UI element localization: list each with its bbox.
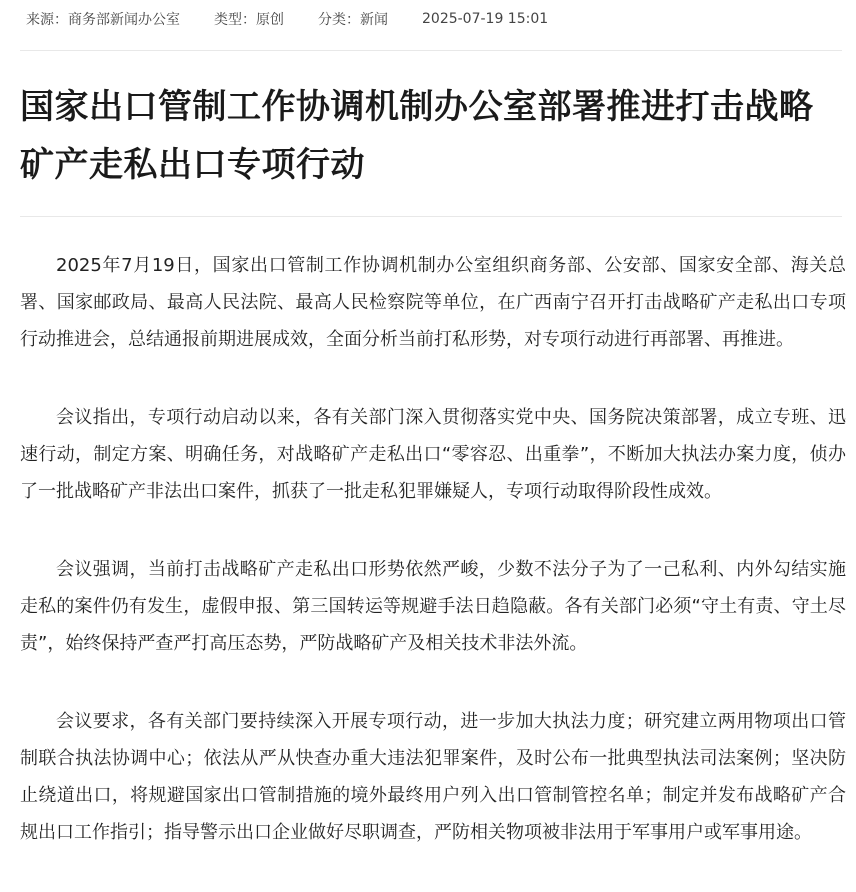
article-paragraph: 会议要求，各有关部门要持续深入开展专项行动，进一步加大执法力度；研究建立两用物项出口管制联合执法协调中心；依法从严从快查办重大违法犯罪案件，及时公布一批典型执法司法案例；坚决防止绕道出口，将规避国家出口管制措施的境外最终用户列入出口管制管控名单；制定并发布战略矿产合规出口工作指引；指导警示出口企业做好尽职调查，严防相关物项被非法用于军事用户或军事用途。 <box>20 711 846 843</box>
meta-category-label: 分类： <box>318 12 360 28</box>
top-divider <box>20 50 842 51</box>
meta-source <box>26 9 180 29</box>
meta-category <box>318 9 388 29</box>
article-body <box>20 247 846 892</box>
meta-type-label: 类型： <box>214 12 256 28</box>
meta-category-value: 新闻 <box>360 12 388 28</box>
article-meta <box>26 8 548 30</box>
meta-source-value: 商务部新闻办公室 <box>68 12 180 28</box>
title-divider <box>20 216 842 217</box>
meta-datetime: 2025-07-19 15:01 <box>422 11 549 27</box>
meta-type <box>214 9 284 29</box>
meta-source-label: 来源： <box>26 12 68 28</box>
article-paragraph: 会议指出，专项行动启动以来，各有关部门深入贯彻落实党中央、国务院决策部署，成立专班、迅速行动，制定方案、明确任务，对战略矿产走私出口“零容忍、出重拳”，不断加大执法办案力度，侦办了一批战略矿产非法出口案件，抓获了一批走私犯罪嫌疑人，专项行动取得阶段性成效。 <box>20 407 846 502</box>
article-paragraph: 2025年7月19日，国家出口管制工作协调机制办公室组织商务部、公安部、国家安全部、海关总署、国家邮政局、最高人民法院、最高人民检察院等单位，在广西南宁召开打击战略矿产走私出口专项行动推进会，总结通报前期进展成效，全面分析当前打私形势，对专项行动进行再部署、再推进。 <box>20 255 846 350</box>
article-paragraph: 会议强调，当前打击战略矿产走私出口形势依然严峻，少数不法分子为了一己私利、内外勾结实施走私的案件仍有发生，虚假申报、第三国转运等规避手法日趋隐蔽。各有关部门必须“守土有责、守土尽责”，始终保持严查严打高压态势，严防战略矿产及相关技术非法外流。 <box>20 559 846 654</box>
meta-type-value: 原创 <box>256 12 284 28</box>
article-title: 国家出口管制工作协调机制办公室部署推进打击战略矿产走私出口专项行动 <box>20 87 814 185</box>
